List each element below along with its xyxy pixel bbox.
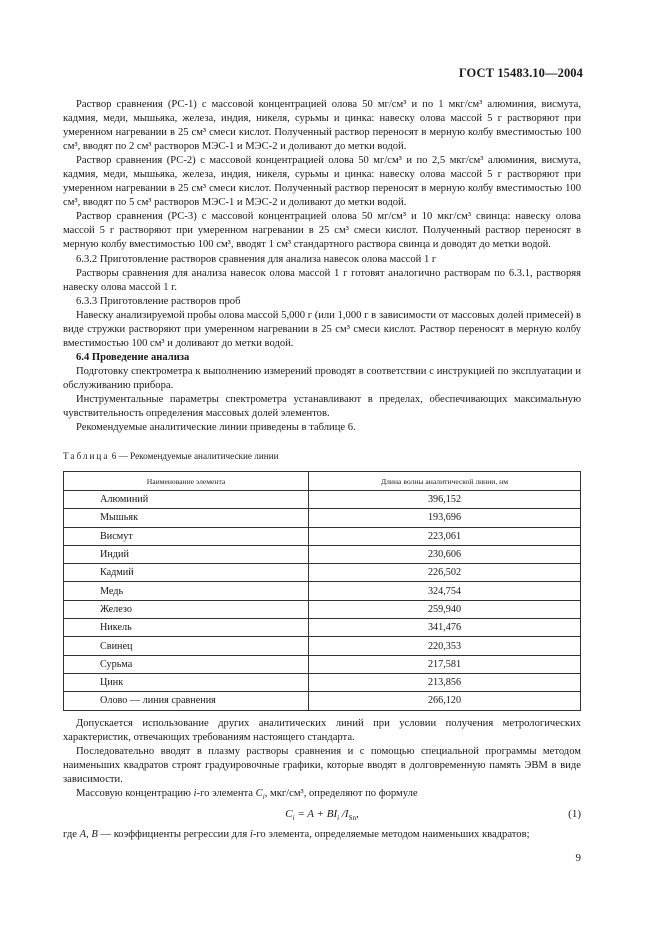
section-6-3-2-text: Растворы сравнения для анализа навесок олова массой 1 г готовят аналогично растворам по 6.3.1, растворяя навеску олова массой 1 г. <box>63 267 581 293</box>
where-clause <box>63 828 581 842</box>
formula-mid-sub: i <box>337 814 340 823</box>
where-b: — коэффициенты регрессии для <box>97 829 250 840</box>
after-para-2: Последовательно вводят в плазму растворы сравнения и с помощью специальной программы методом наименьших квадратов строят градуировочные графики, которые вводят в долговременную память ЭВМ в виде зависимости. <box>63 746 581 786</box>
element-name-cell: Олово — линия сравнения <box>64 692 309 710</box>
table-body <box>64 491 581 711</box>
element-name-cell: Индий <box>64 545 309 563</box>
table-row <box>64 692 581 710</box>
section-6-3-3-title: 6.3.3 Приготовление растворов проб <box>76 295 241 307</box>
element-name-cell: Кадмий <box>64 564 309 582</box>
formula-tail: , <box>355 808 359 820</box>
formula-number: (1) <box>568 808 581 820</box>
formula-expression <box>63 808 581 823</box>
formula-mid: = A + BI <box>294 808 338 820</box>
page-number: 9 <box>575 852 581 864</box>
after-para-3-i: i <box>193 788 197 800</box>
formula-denominator: /I <box>339 808 349 820</box>
table-row <box>64 509 581 527</box>
section-6-4-para-2: Инструментальные параметры спектрометра устанавливают в пределах, обеспечивающих максимальную чувствительность определения массовых долей элементов. <box>63 393 581 420</box>
wavelength-cell: 193,696 <box>309 509 581 527</box>
section-6-3-3-text: Навеску анализируемой пробы олова массой 5,000 г (или 1,000 г в зависимости от массовых долей примесей) в виде стружки растворяют при умеренном нагревании в 25 см³ смеси кислот. Раствор переносят в мерную колбу вместимостью 100 см³ и доливают до метки водой. <box>63 309 581 349</box>
table-header-wavelength: Длина волны аналитической линии, нм <box>309 472 581 491</box>
table-row <box>64 491 581 509</box>
element-name-cell: Свинец <box>64 637 309 655</box>
table-row <box>64 655 581 673</box>
table-row <box>64 673 581 691</box>
table-row <box>64 582 581 600</box>
wavelength-cell: 220,353 <box>309 637 581 655</box>
wavelength-cell: 213,856 <box>309 673 581 691</box>
where-i: i <box>249 829 253 840</box>
formula-lhs: C <box>285 808 293 820</box>
where-c: -го элемента, определяемые методом наименьших квадратов; <box>252 829 530 840</box>
wavelength-cell: 223,061 <box>309 527 581 545</box>
table-row <box>64 545 581 563</box>
element-name-cell: Никель <box>64 619 309 637</box>
formula-lhs-sub: i <box>292 814 295 823</box>
where-a: где <box>63 829 80 840</box>
after-para-3-a: Массовую концентрацию <box>76 788 194 800</box>
analytical-lines-table <box>63 471 581 711</box>
section-6-4-para-1: Подготовку спектрометра к выполнению измерений проводят в соответствии с инструкцией по эксплуатации и обслуживанию прибора. <box>63 365 581 391</box>
wavelength-cell: 259,940 <box>309 600 581 618</box>
table-header-row <box>64 472 581 491</box>
table-row <box>64 564 581 582</box>
table-caption-label: Таблица <box>63 451 110 461</box>
element-name-cell: Железо <box>64 600 309 618</box>
after-para-3-b: -го элемента <box>196 788 256 800</box>
after-para-1: Допускается использование других аналитических линий при условии получения метрологических характеристик, отвечающих требованиям настоящего стандарта. <box>63 718 581 744</box>
wavelength-cell: 266,120 <box>309 692 581 710</box>
table-row <box>64 637 581 655</box>
formula-1 <box>63 808 581 824</box>
element-name-cell: Алюминий <box>64 491 309 509</box>
section-6-4-para-3: Рекомендуемые аналитические линии приведены в таблице 6. <box>76 422 356 434</box>
table-caption-title: 6 — Рекомендуемые аналитические линии <box>109 451 279 461</box>
paragraph-rs2: Раствор сравнения (РС-2) с массовой концентрацией олова 50 мг/см³ и по 2,5 мкг/см³ алюминия, висмута, кадмия, меди, мышьяка, железа, индия, никеля, сурьмы и цинка: навеску олова массой 5 г растворяют при умеренном нагревании в 25 см³ смеси кислот. Полученный раствор переносят в мерную колбу вместимостью 100 см³, вводят по 5 см³ растворов МЭС-1 и МЭС-2 и доливают до метки водой. <box>63 155 581 209</box>
element-name-cell: Цинк <box>64 673 309 691</box>
wavelength-cell: 230,606 <box>309 545 581 563</box>
table-row <box>64 527 581 545</box>
element-name-cell: Висмут <box>64 527 309 545</box>
after-para-3-ci: i <box>262 793 265 802</box>
table-header-element: Наименование элемента <box>64 472 309 491</box>
table-row <box>64 619 581 637</box>
table-caption <box>63 451 279 461</box>
table-row <box>64 600 581 618</box>
wavelength-cell: 341,476 <box>309 619 581 637</box>
wavelength-cell: 396,152 <box>309 491 581 509</box>
section-6-3-2-title: 6.3.2 Приготовление растворов сравнения для анализа навесок олова массой 1 г <box>76 253 437 265</box>
where-vars: A, B <box>79 829 98 840</box>
section-6-4-title: 6.4 Проведение анализа <box>76 351 190 363</box>
element-name-cell: Сурьма <box>64 655 309 673</box>
after-para-3-c: C <box>255 788 263 800</box>
wavelength-cell: 226,502 <box>309 564 581 582</box>
document-header: ГОСТ 15483.10—2004 <box>458 66 583 80</box>
paragraph-rs3: Раствор сравнения (РС-3) с массовой концентрацией олова 50 мг/см³ и 10 мкг/см³ свинца: навеску олова массой 5 г растворяют при умеренном нагревании в 25 см³ смеси кислот. Полученный раствор переносят в мерную колбу вместимостью 100 см³, вводят 1 см³ стандартного раствора свинца и доводят до метки водой. <box>63 211 581 251</box>
after-table-text <box>63 717 581 801</box>
wavelength-cell: 217,581 <box>309 655 581 673</box>
formula-den-sub: Sn <box>348 814 356 823</box>
body-text <box>63 98 581 435</box>
element-name-cell: Мышьяк <box>64 509 309 527</box>
wavelength-cell: 324,754 <box>309 582 581 600</box>
paragraph-rs1: Раствор сравнения (РС-1) с массовой концентрацией олова 50 мг/см³ и по 1 мкг/см³ алюминия, висмута, кадмия, меди, мышьяка, железа, индия, никеля, сурьмы и цинка: навеску олова массой 5 г растворяют при умеренном нагревании в 25 см³ смеси кислот. Полученный раствор переносят в мерную колбу вместимостью 100 см³, вводят по 2 см³ растворов МЭС-1 и МЭС-2 и доливают до метки водой. <box>63 99 581 153</box>
after-para-3 <box>63 787 581 801</box>
after-para-3-d: , мкг/см³, определяют по формуле <box>264 788 418 800</box>
element-name-cell: Медь <box>64 582 309 600</box>
